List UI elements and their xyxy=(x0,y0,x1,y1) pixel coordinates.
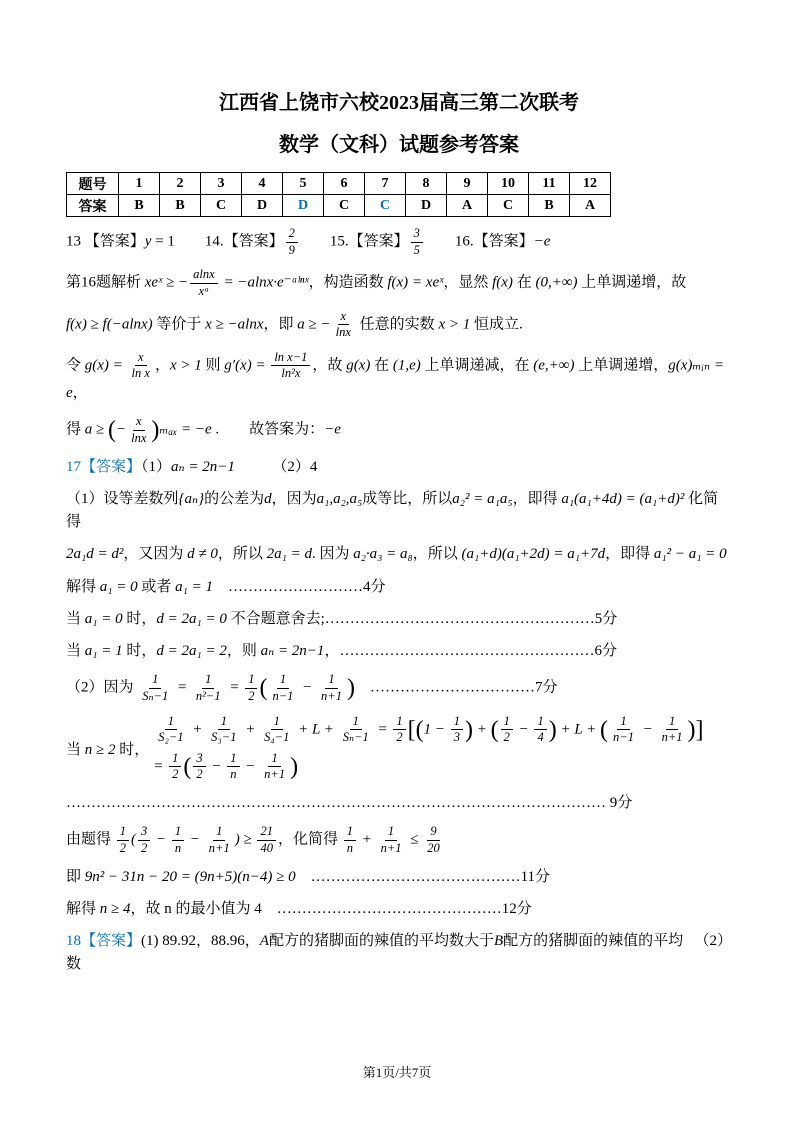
equation-line-2: = $\frac{1}{2}$ ( $\frac{3}{2}$ − $\frac{1}{n}$ − $\frac{1}{n+1}$ ) xyxy=(153,750,299,782)
answer-cell: C xyxy=(365,195,406,217)
solution-17-step-8-dots: ……………………………………………………………………………………………… 9分 xyxy=(66,795,633,811)
qnum-cell: 1 xyxy=(119,173,160,195)
answer-cell: A xyxy=(570,195,611,217)
answer-cell: D xyxy=(242,195,283,217)
table-row-question-numbers xyxy=(67,173,611,195)
answer-cell: B xyxy=(119,195,160,217)
solution-16-line-2: f(x) ≥ f(−alnx) 等价于 x ≥ −alnx，即 a ≥ − $\frac{x}{\ln x}$ 任意的实数 x > 1 恒成立. xyxy=(66,308,523,340)
solution-17-step-5: 当 a₁ = 1 时，d = 2a₁ = 2，则 aₙ = 2n−1，……………………………………………6分 xyxy=(66,643,617,659)
solution-17-step-7 xyxy=(66,714,732,784)
qnum-cell: 6 xyxy=(324,173,365,195)
answer-cell: B xyxy=(160,195,201,217)
answer-cell: C xyxy=(201,195,242,217)
answers-13-16-line: 13 【答案】y = 1 14.【答案】 $\frac{2}{9}$ 15.【答案】 $\frac{3}{5}$ 16.【答案】−e xyxy=(66,226,551,257)
qnum-cell: 12 xyxy=(570,173,611,195)
answer-17-label: 17【答案】 xyxy=(66,458,142,475)
answer-cell: D xyxy=(406,195,447,217)
qnum-cell: 8 xyxy=(406,173,447,195)
solution-17-step-1: （1）设等差数列{aₙ}的公差为d，因为a₁,a₂,a₅成等比，所以a₂² = a₁a₅，即得 a₁(a₁+4d) = (a₁+d)² 化简得 xyxy=(66,490,719,530)
table-row-answers xyxy=(67,195,611,217)
answer-17-heading xyxy=(66,456,732,479)
solution-17-step-2: 2a₁d = d²，又因为 d ≠ 0，所以 2a₁ = d. 因为 a₂·a₃ = a₈，所以 (a₁+d)(a₁+2d) = a₁+7d，即得 a₁² − a₁ = 0 xyxy=(66,546,727,563)
qnum-cell: 7 xyxy=(365,173,406,195)
solution-17-step-11: 解得 n ≥ 4，故 n 的最小值为 4 ………………………………………12分 xyxy=(66,900,532,917)
answer-18-values: (1) 89.92，88.96，A配方的猪脚面的辣值的平均数大于B配方的猪脚面的辣值的平均数 xyxy=(66,933,684,973)
qnum-cell: 2 xyxy=(160,173,201,195)
solution-17-step-10: 即 9n² − 31n − 20 = (9n+5)(n−4) ≥ 0 ……………………………………11分 xyxy=(66,868,551,885)
equation-line-1: $\frac{1}{\text{S₂−1}}$ + $\frac{1}{\text{S₃−1}}$ + $\frac{1}{\text{S₄−1}}$ + L + $\frac{1}{\text{Sₙ−1}}$ = $\frac{1}{2}$ [(1 − $\frac{1}{3}$ ) + ( $\frac{1}{2}$ − $\frac{1}{4}$ ) + L + ( $\frac{1}{n-1}$ − $\frac{1}{n+1}$ )] xyxy=(158,713,704,745)
solution-17-step-3: 解得 a₁ = 0 或者 a₁ = 1 ………………………4分 xyxy=(66,578,386,595)
solution-17-step-6: （2）因为 $\frac{1}{\text{Sₙ−1}}$ = $\frac{1}{\text{n²−1}}$ = $\frac{1}{2}$ ( $\frac{1}{n-1}$ − $\frac{1}{n+1}$ ) ……………………………7分 xyxy=(66,672,558,703)
page-subtitle: 数学（文科）试题参考答案 xyxy=(279,134,519,156)
solution-17-step-4: 当 a₁ = 0 时，d = 2a₁ = 0 不合题意舍去;………………………………………………5分 xyxy=(66,610,618,627)
answer-18-main xyxy=(66,930,686,977)
answer-row-label: 答案 xyxy=(67,195,119,217)
qnum-cell: 5 xyxy=(283,173,324,195)
qnum-cell: 4 xyxy=(242,173,283,195)
answer-18-part2: （2） xyxy=(694,933,732,949)
solution-16-line-3: 令 g(x) = $\frac{x}{\text{ln x}}$ ，x > 1 则 g′(x) = $\frac{\text{ln x−1}}{\text{ln²x}}$ ，故 g(x) 在 (1,e) 上单调递减，在 (e,+∞) 上单调递增，g(x)ₘᵢₙ = e， xyxy=(66,349,724,401)
solution-16-line-4: 得 a ≥ (− $\frac{x}{\ln x}$ )ₘₐₓ = −e . 故答案为：−e xyxy=(66,414,341,445)
answer-cell: B xyxy=(529,195,570,217)
page-footer: 第1页/共7页 xyxy=(362,1065,432,1080)
equation-prefix: 当 n ≥ 2 时， xyxy=(66,741,150,758)
solution-17-step-9: 由题得 $\frac{1}{2}$ ( $\frac{3}{2}$ − $\frac{1}{n}$ − $\frac{1}{n+1}$ ) ≥ $\frac{21}{40}$ ，化简得 $\frac{1}{n}$ + $\frac{1}{n+1}$ ≤ $\frac{9}{20}$ xyxy=(66,824,440,855)
answer-18-heading xyxy=(66,930,732,977)
qnum-cell: 9 xyxy=(447,173,488,195)
solution-16-line-1: 第16题解析 xeˣ ≥ − $\frac{alnx}{\text{xᵃ}}$ = −alnx·e⁻ᵃˡⁿˣ，构造函数 f(x) = xeˣ，显然 f(x) 在 (0,+∞) 上单调递增，故 xyxy=(66,267,687,298)
answer-18-label: 18【答案】 xyxy=(66,933,142,949)
qnum-row-label: 题号 xyxy=(67,173,119,195)
answer-cell: C xyxy=(324,195,365,217)
qnum-cell: 10 xyxy=(488,173,529,195)
equation-lines xyxy=(153,714,703,784)
page-title: 江西省上饶市六校2023届高三第二次联考 xyxy=(219,92,579,114)
qnum-cell: 11 xyxy=(529,173,570,195)
answer-table xyxy=(66,172,611,217)
answer-17-values: （1）aₙ = 2n−1 （2）4 xyxy=(141,458,318,475)
qnum-cell: 3 xyxy=(201,173,242,195)
answer-cell: C xyxy=(488,195,529,217)
answer-cell: A xyxy=(447,195,488,217)
answer-cell: D xyxy=(283,195,324,217)
